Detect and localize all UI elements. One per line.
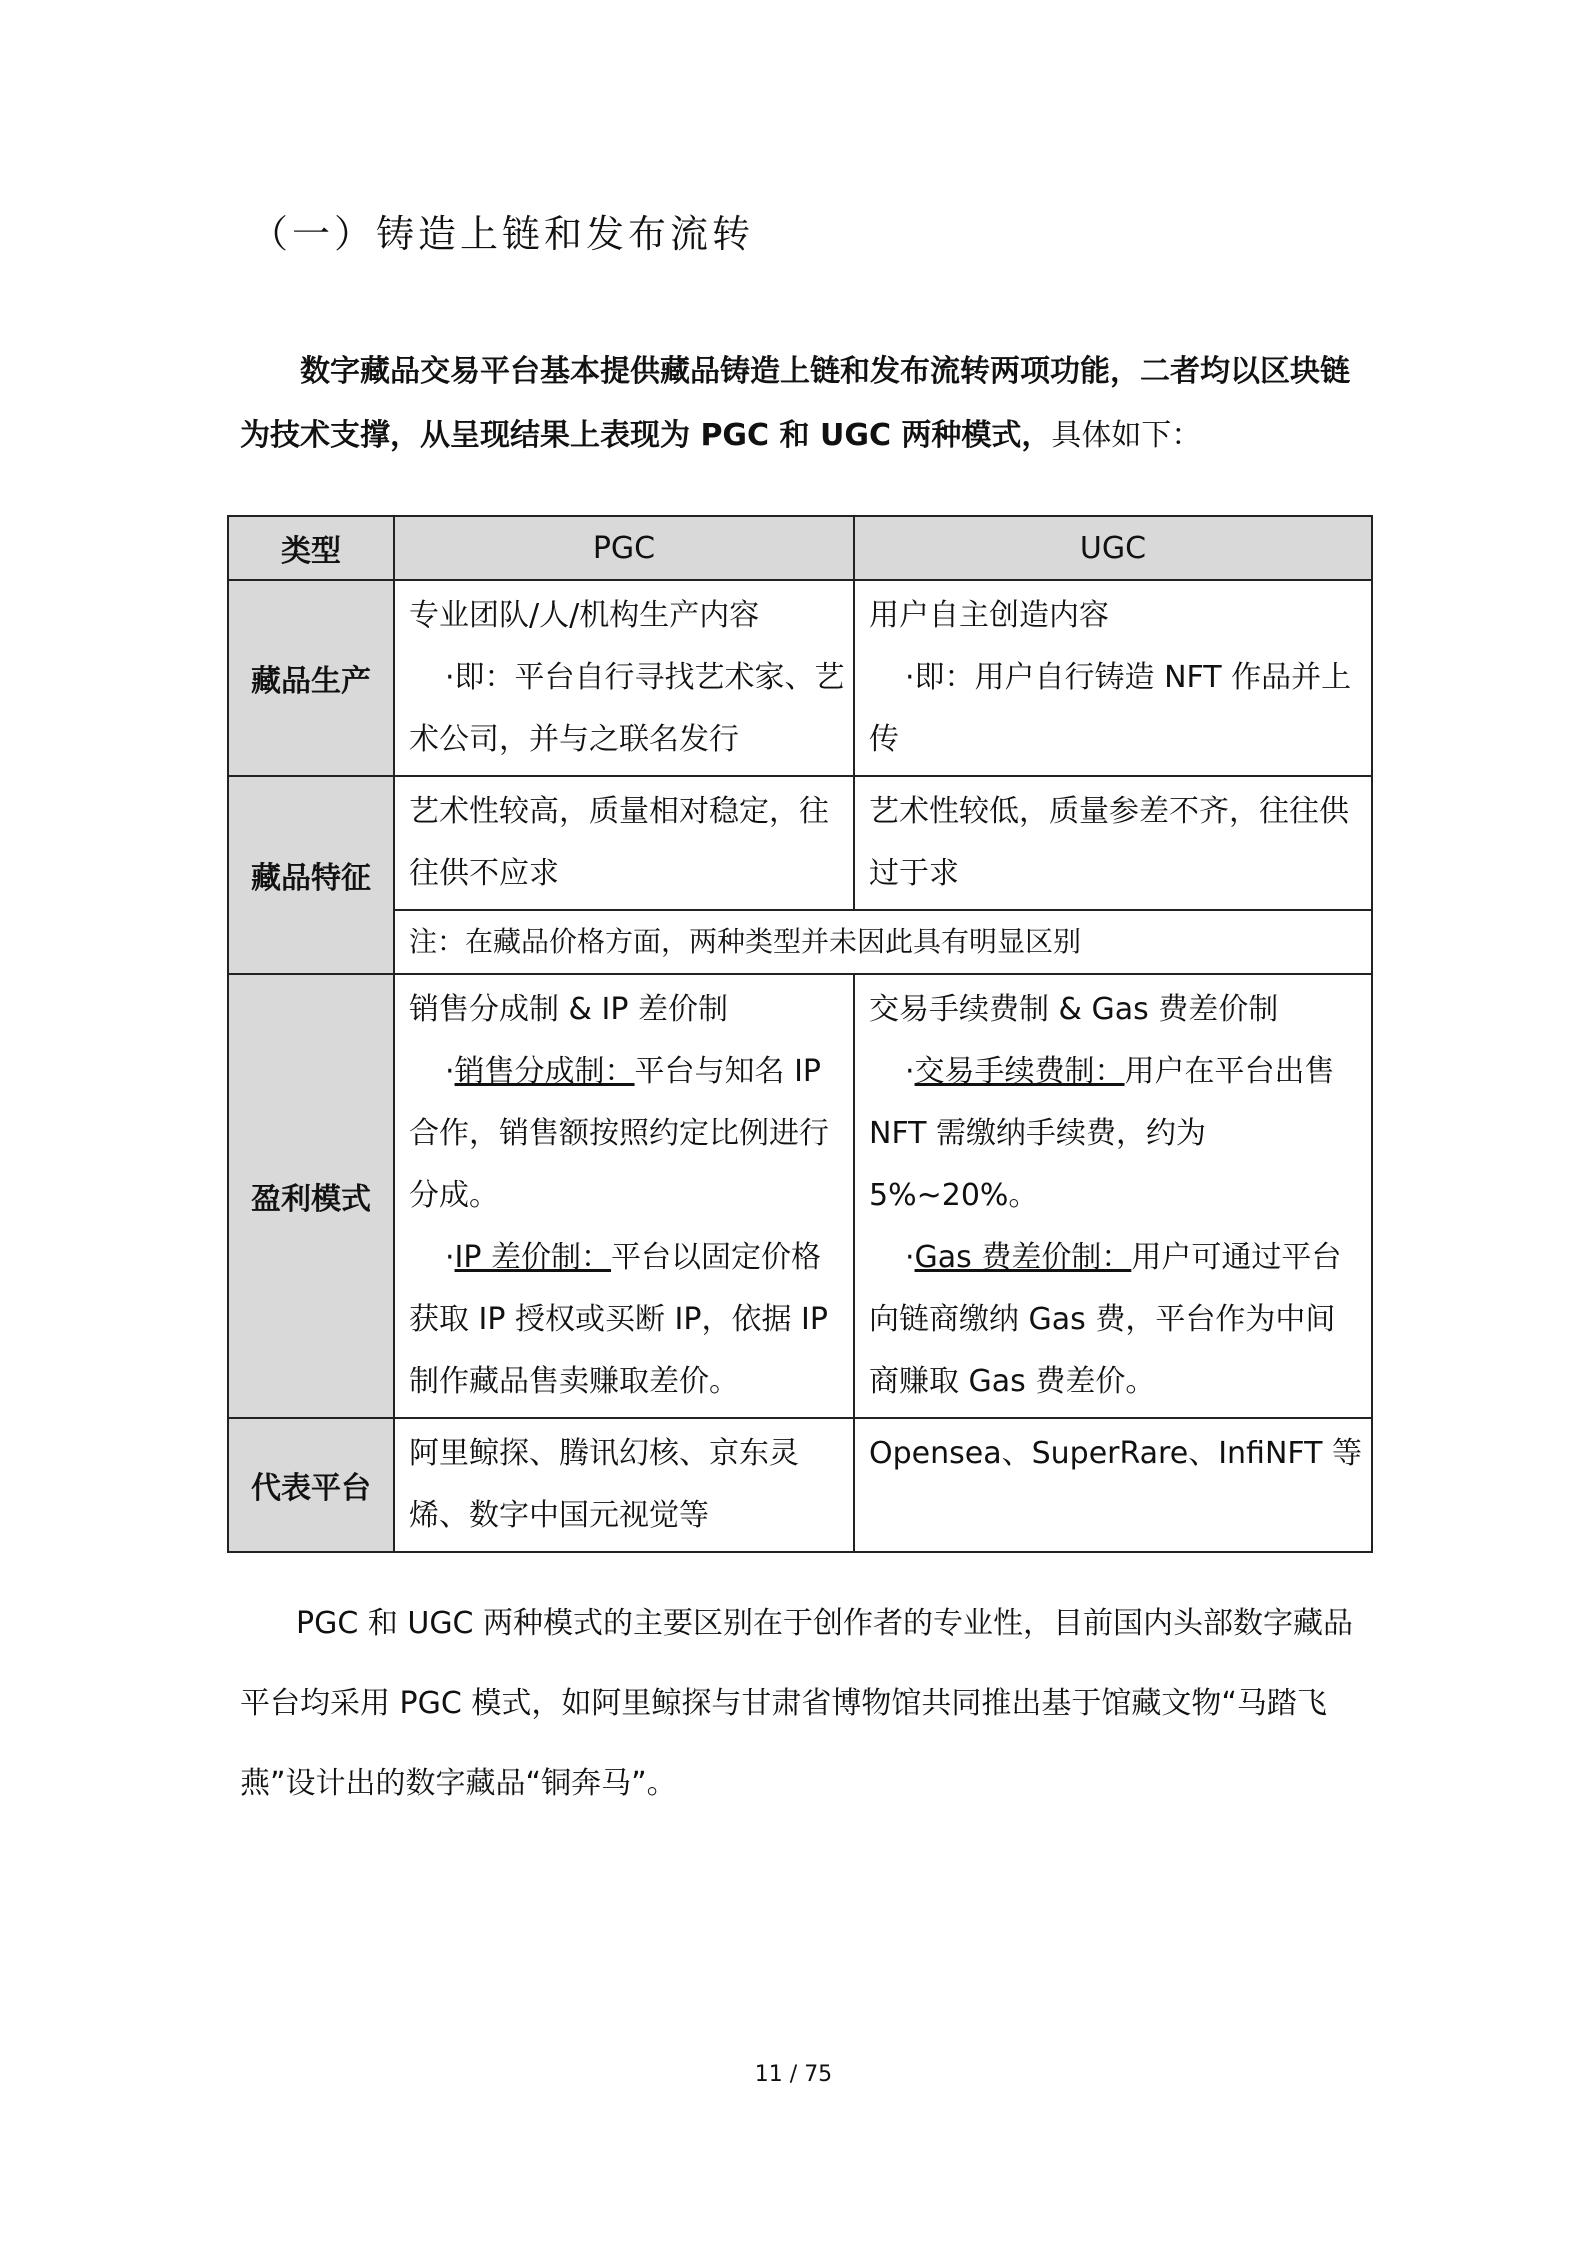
intro-plain-text: 具体如下： — [1051, 418, 1202, 453]
profit-pgc-b2-term: IP 差价制： — [454, 1240, 612, 1275]
production-pgc-cell — [394, 580, 854, 776]
production-ugc-detail: ·即：用户自行铸造 NFT 作品并上传 — [869, 660, 1352, 757]
profit-pgc-bullet-1: ·销售分成制：平台与知名 IP 合作，销售额按照约定比例进行分成。 — [409, 1054, 829, 1213]
profit-pgc-b1-term: 销售分成制： — [454, 1054, 635, 1089]
profit-ugc-bullet-1: ·交易手续费制：用户在平台出售 NFT 需缴纳手续费，约为 5%~20%。 — [869, 1054, 1335, 1213]
table-header-row — [228, 516, 1372, 580]
header-pgc: PGC — [394, 516, 854, 580]
comparison-table — [227, 515, 1373, 1553]
profit-pgc-bullet-2: ·IP 差价制：平台以固定价格获取 IP 授权或买断 IP，依据 IP 制作藏品售卖赚取差价。 — [409, 1240, 828, 1399]
intro-paragraph — [240, 340, 1360, 468]
row-label-platforms: 代表平台 — [228, 1418, 394, 1552]
row-label-features: 藏品特征 — [228, 776, 394, 974]
table-row — [228, 974, 1372, 1418]
features-pgc-cell: 艺术性较高，质量相对稳定，往往供不应求 — [394, 776, 854, 910]
features-note: 注：在藏品价格方面，两种类型并未因此具有明显区别 — [394, 910, 1372, 974]
page-number: 11 / 75 — [754, 2062, 833, 2087]
header-type: 类型 — [228, 516, 394, 580]
production-ugc-main: 用户自主创造内容 — [869, 598, 1109, 633]
table-row — [228, 776, 1372, 910]
profit-ugc-cell — [854, 974, 1372, 1418]
profit-pgc-b2-text: 平台以固定价格获取 IP 授权或买断 IP，依据 IP 制作藏品售卖赚取差价。 — [409, 1240, 828, 1399]
platforms-ugc-cell: Opensea、SuperRare、InfiNFT 等 — [854, 1418, 1372, 1552]
profit-pgc-cell — [394, 974, 854, 1418]
profit-ugc-main: 交易手续费制 & Gas 费差价制 — [869, 992, 1279, 1027]
summary-text: PGC 和 UGC 两种模式的主要区别在于创作者的专业性，目前国内头部数字藏品平台均采用 PGC 模式，如阿里鲸探与甘肃省博物馆共同推出基于馆藏文物“马踏飞燕”设计出的数字藏品“铜奔马”。 — [240, 1606, 1354, 1801]
production-pgc-detail: ·即：平台自行寻找艺术家、艺术公司，并与之联名发行 — [409, 660, 845, 757]
profit-ugc-b2-text: 用户可通过平台向链商缴纳 Gas 费，平台作为中间商赚取 Gas 费差价。 — [869, 1240, 1342, 1399]
header-ugc: UGC — [854, 516, 1372, 580]
production-pgc-main: 专业团队/人/机构生产内容 — [409, 598, 760, 633]
profit-ugc-b2-term: Gas 费差价制： — [914, 1240, 1132, 1275]
platforms-pgc-cell: 阿里鲸探、腾讯幻核、京东灵烯、数字中国元视觉等 — [394, 1418, 854, 1552]
table-row — [228, 580, 1372, 776]
profit-ugc-b1-term: 交易手续费制： — [914, 1054, 1125, 1089]
summary-paragraph — [240, 1584, 1360, 1824]
profit-ugc-bullet-2: ·Gas 费差价制：用户可通过平台向链商缴纳 Gas 费，平台作为中间商赚取 Gas 费差价。 — [869, 1240, 1342, 1399]
profit-pgc-main: 销售分成制 & IP 差价制 — [409, 992, 728, 1027]
intro-bold-text: 数字藏品交易平台基本提供藏品铸造上链和发布流转两项功能，二者均以区块链为技术支撑，从呈现结果上表现为 PGC 和 UGC 两种模式， — [240, 354, 1350, 453]
section-title: （一）铸造上链和发布流转 — [250, 212, 755, 256]
production-ugc-cell — [854, 580, 1372, 776]
features-ugc-cell: 艺术性较低，质量参差不齐，往往供过于求 — [854, 776, 1372, 910]
row-label-production: 藏品生产 — [228, 580, 394, 776]
table-row — [228, 910, 1372, 974]
table-row — [228, 1418, 1372, 1552]
row-label-profit: 盈利模式 — [228, 974, 394, 1418]
profit-ugc-b1-text: 用户在平台出售 NFT 需缴纳手续费，约为 5%~20%。 — [869, 1054, 1335, 1213]
profit-pgc-b1-text: 平台与知名 IP 合作，销售额按照约定比例进行分成。 — [409, 1054, 829, 1213]
